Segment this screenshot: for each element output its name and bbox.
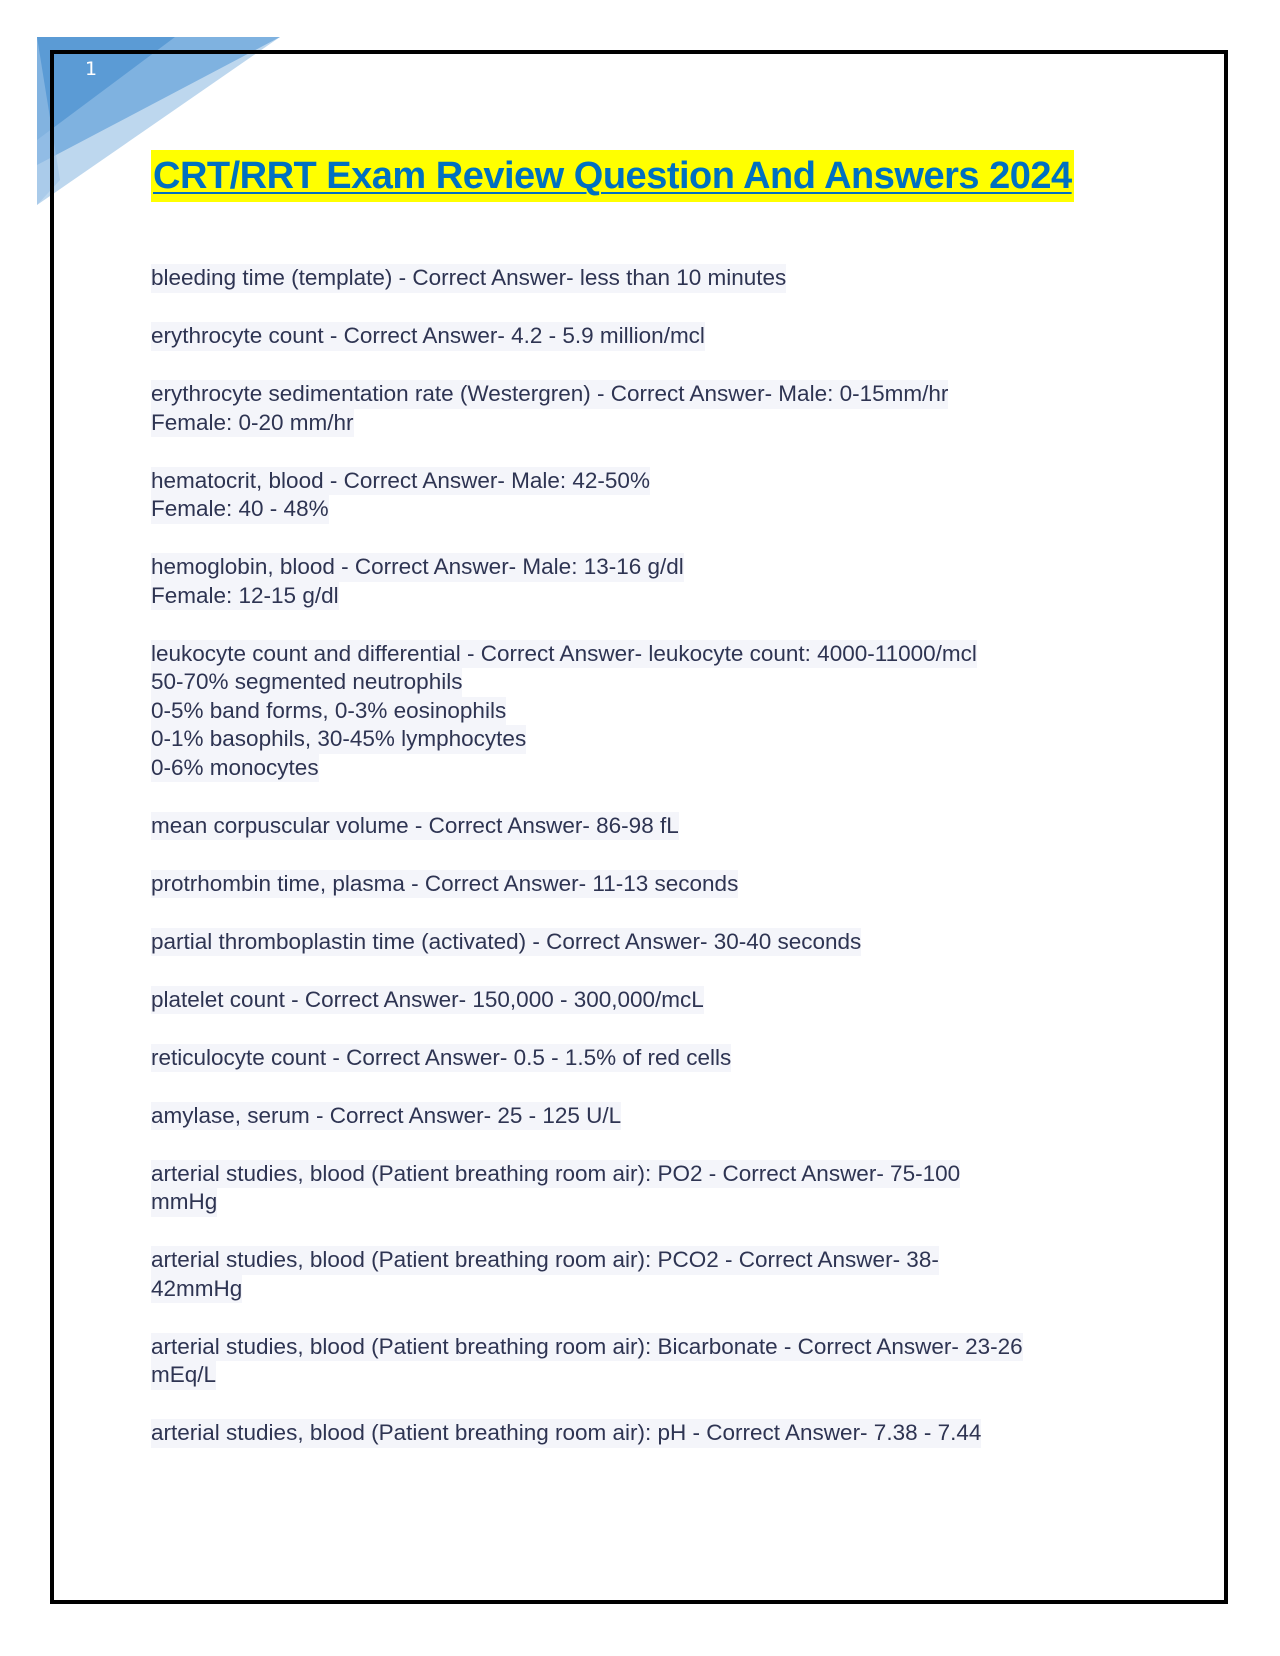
qa-line: Female: 0-20 mm/hr: [151, 409, 354, 438]
qa-line: erythrocyte count - Correct Answer- 4.2 - 5.9 million/mcl: [151, 322, 705, 351]
qa-line: erythrocyte sedimentation rate (Westergren) - Correct Answer- Male: 0-15mm/hr: [151, 380, 948, 409]
qa-item: [151, 870, 1141, 899]
qa-line: 50-70% segmented neutrophils: [151, 668, 462, 697]
qa-item: [151, 553, 1141, 610]
qa-item: [151, 1160, 1141, 1217]
qa-line: 0-1% basophils, 30-45% lymphocytes: [151, 725, 526, 754]
qa-line: reticulocyte count - Correct Answer- 0.5 - 1.5% of red cells: [151, 1044, 731, 1073]
qa-line: Female: 40 - 48%: [151, 495, 329, 524]
qa-item: [151, 467, 1141, 524]
qa-line: arterial studies, blood (Patient breathing room air): pH - Correct Answer- 7.38 - 7.44: [151, 1419, 981, 1448]
qa-item: [151, 322, 1141, 351]
qa-item: [151, 640, 1141, 783]
qa-line: mEq/L: [151, 1361, 216, 1390]
qa-line: hemoglobin, blood - Correct Answer- Male: 13-16 g/dl: [151, 553, 684, 582]
qa-line: 0-5% band forms, 0-3% eosinophils: [151, 697, 506, 726]
qa-item: [151, 264, 1141, 293]
qa-line: partial thromboplastin time (activated) - Correct Answer- 30-40 seconds: [151, 928, 861, 957]
qa-item: [151, 986, 1141, 1015]
qa-line: arterial studies, blood (Patient breathing room air): PO2 - Correct Answer- 75-100: [151, 1160, 960, 1189]
qa-line: arterial studies, blood (Patient breathing room air): Bicarbonate - Correct Answer- 23-26: [151, 1333, 1023, 1362]
qa-item: [151, 812, 1141, 841]
page-title: CRT/RRT Exam Review Question And Answers 2024: [151, 150, 1074, 202]
qa-item: [151, 1333, 1141, 1390]
qa-line: 42mmHg: [151, 1275, 242, 1304]
qa-line: platelet count - Correct Answer- 150,000 - 300,000/mcL: [151, 986, 704, 1015]
qa-line: leukocyte count and differential - Correct Answer- leukocyte count: 4000-11000/mcl: [151, 640, 977, 669]
qa-line: amylase, serum - Correct Answer- 25 - 125 U/L: [151, 1102, 621, 1131]
qa-line: 0-6% monocytes: [151, 754, 319, 783]
qa-item: [151, 380, 1141, 437]
page-number: 1: [85, 58, 98, 80]
qa-line: protrhombin time, plasma - Correct Answer- 11-13 seconds: [151, 870, 738, 899]
qa-line: arterial studies, blood (Patient breathing room air): PCO2 - Correct Answer- 38-: [151, 1246, 939, 1275]
qa-item: [151, 1044, 1141, 1073]
qa-item: [151, 1102, 1141, 1131]
qa-line: bleeding time (template) - Correct Answer- less than 10 minutes: [151, 264, 786, 293]
qa-item: [151, 928, 1141, 957]
qa-line: Female: 12-15 g/dl: [151, 582, 339, 611]
qa-item: [151, 1246, 1141, 1303]
qa-line: mmHg: [151, 1188, 217, 1217]
qa-list: [151, 264, 1141, 1477]
qa-item: [151, 1419, 1141, 1448]
qa-line: mean corpuscular volume - Correct Answer- 86-98 fL: [151, 812, 679, 841]
qa-line: hematocrit, blood - Correct Answer- Male: 42-50%: [151, 467, 650, 496]
